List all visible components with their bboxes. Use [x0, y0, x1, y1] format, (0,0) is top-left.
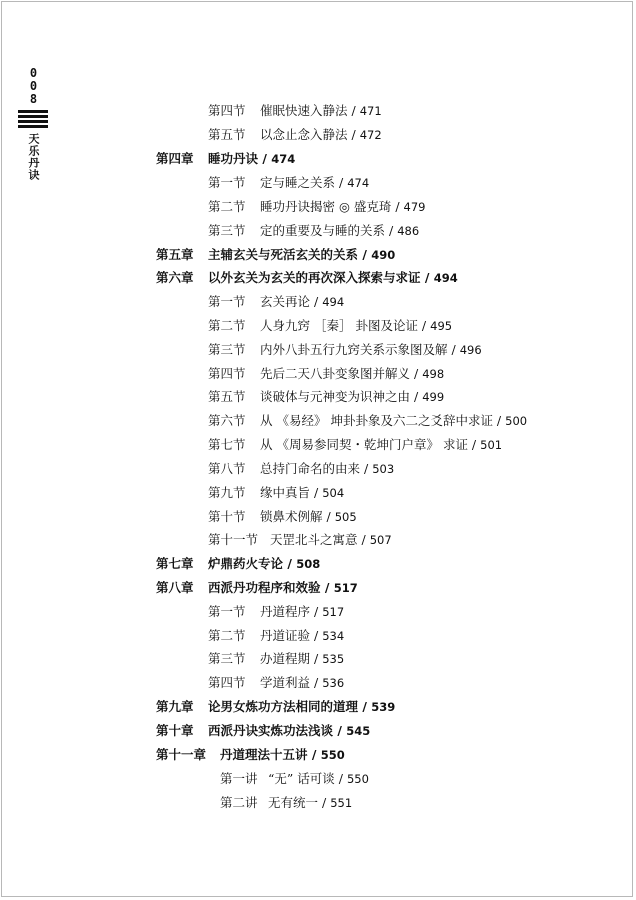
- page-number: 008: [26, 66, 41, 105]
- entry-title: 睡功丹诀揭密 ◎ 盛克琦: [260, 199, 392, 214]
- toc-section-row: 第一节 定与睡之关系 / 474: [208, 173, 369, 193]
- toc-chapter-row: 第九章 论男女炼功方法相同的道理 / 539: [156, 697, 395, 717]
- toc-section-row: 第一节 丹道程序 / 517: [208, 602, 344, 622]
- entry-page: 535: [322, 652, 345, 666]
- entry-page: 508: [296, 557, 321, 571]
- entry-label: 第十章: [156, 723, 194, 738]
- toc-section-row: 第三节 内外八卦五行九窍关系示象图及解 / 496: [208, 340, 482, 360]
- entry-label: 第一讲: [220, 771, 258, 786]
- entry-title: 总持门命名的由来: [260, 461, 361, 476]
- entry-page: 539: [371, 700, 396, 714]
- entry-title: 先后二天八卦变象图并解义: [260, 366, 411, 381]
- entry-title: 论男女炼功方法相同的道理: [208, 699, 359, 714]
- toc-chapter-row: 第五章 主辅玄关与死活玄关的关系 / 490: [156, 245, 395, 265]
- toc-lecture-row: 第一讲 “无” 话可谈 / 550: [220, 769, 369, 789]
- toc-section-row: 第十节 锁鼻术例解 / 505: [208, 507, 357, 527]
- entry-title: 定的重要及与睡的关系: [260, 223, 386, 238]
- entry-page: 505: [334, 510, 357, 524]
- toc-chapter-row: 第四章 睡功丹诀 / 474: [156, 149, 295, 169]
- entry-title: 以外玄关为玄关的再次深入探索与求证: [208, 270, 421, 285]
- entry-label: 第七章: [156, 556, 194, 571]
- entry-page: 486: [397, 224, 420, 238]
- entry-label: 第一节: [208, 604, 246, 619]
- toc-chapter-row: 第七章 炉鼎药火专论 / 508: [156, 554, 320, 574]
- entry-label: 第五节: [208, 389, 246, 404]
- entry-page: 472: [359, 128, 382, 142]
- entry-title: 丹道程序: [260, 604, 311, 619]
- entry-label: 第三节: [208, 223, 246, 238]
- entry-page: 517: [333, 581, 358, 595]
- entry-page: 545: [346, 724, 371, 738]
- toc-section-row: 第三节 定的重要及与睡的关系 / 486: [208, 221, 419, 241]
- entry-title: 西派丹诀实炼功法浅谈: [208, 723, 334, 738]
- entry-label: 第十一节: [208, 532, 259, 547]
- entry-page: 501: [480, 438, 503, 452]
- entry-title: 从 《周易参同契・乾坤门户章》 求证: [260, 437, 468, 452]
- entry-label: 第五章: [156, 247, 194, 262]
- entry-page: 490: [371, 248, 396, 262]
- toc-chapter-row: 第六章 以外玄关为玄关的再次深入探索与求证 / 494: [156, 268, 458, 288]
- entry-page: 551: [330, 796, 353, 810]
- entry-title: 缘中真旨: [260, 485, 311, 500]
- entry-title: 谈破体与元神变为识神之由: [260, 389, 411, 404]
- entry-title: 人身九窍 ［秦］ 卦图及论证: [260, 318, 418, 333]
- toc-lecture-row: 第二讲 无有统一 / 551: [220, 793, 352, 813]
- entry-label: 第一节: [208, 175, 246, 190]
- entry-title: 锁鼻术例解: [260, 509, 323, 524]
- toc-section-row: 第五节 以念止念入静法 / 472: [208, 125, 382, 145]
- entry-page: 504: [322, 486, 345, 500]
- entry-title: 丹道理法十五讲: [220, 747, 308, 762]
- entry-page: 517: [322, 605, 345, 619]
- entry-page: 500: [505, 414, 528, 428]
- entry-title: 催眠快速入静法: [260, 103, 348, 118]
- toc-section-row: 第四节 学道利益 / 536: [208, 673, 344, 693]
- toc-section-row: 第五节 谈破体与元神变为识神之由 / 499: [208, 387, 444, 407]
- entry-page: 496: [459, 343, 482, 357]
- entry-label: 第九节: [208, 485, 246, 500]
- entry-title: 主辅玄关与死活玄关的关系: [208, 247, 359, 262]
- entry-label: 第八节: [208, 461, 246, 476]
- entry-title: 内外八卦五行九窍关系示象图及解: [260, 342, 448, 357]
- toc-section-row: 第二节 人身九窍 ［秦］ 卦图及论证 / 495: [208, 316, 452, 336]
- entry-label: 第六章: [156, 270, 194, 285]
- entry-page: 536: [322, 676, 345, 690]
- entry-title: 办道程期: [260, 651, 311, 666]
- entry-page: 534: [322, 629, 345, 643]
- toc-section-row: 第十一节 天罡北斗之寓意 / 507: [208, 530, 392, 550]
- toc-section-row: 第六节 从 《易经》 坤卦卦象及六二之爻辞中求证 / 500: [208, 411, 527, 431]
- entry-title: “无” 话可谈: [268, 771, 335, 786]
- toc-chapter-row: 第十一章 丹道理法十五讲 / 550: [156, 745, 345, 765]
- entry-label: 第八章: [156, 580, 194, 595]
- entry-label: 第十一章: [156, 747, 207, 762]
- entry-label: 第十节: [208, 509, 246, 524]
- entry-title: 学道利益: [260, 675, 311, 690]
- running-book-title: 天乐丹诀: [27, 133, 40, 181]
- toc-section-row: 第三节 办道程期 / 535: [208, 649, 344, 669]
- entry-title: 天罡北斗之寓意: [270, 532, 358, 547]
- toc-section-row: 第七节 从 《周易参同契・乾坤门户章》 求证 / 501: [208, 435, 502, 455]
- entry-label: 第五节: [208, 127, 246, 142]
- toc-section-row: 第二节 丹道证验 / 534: [208, 626, 344, 646]
- entry-page: 507: [369, 533, 392, 547]
- toc-section-row: 第九节 缘中真旨 / 504: [208, 483, 344, 503]
- entry-title: 无有统一: [268, 795, 319, 810]
- entry-title: 西派丹功程序和效验: [208, 580, 321, 595]
- entry-label: 第四节: [208, 675, 246, 690]
- toc-section-row: 第四节 催眠快速入静法 / 471: [208, 101, 382, 121]
- toc-section-row: 第八节 总持门命名的由来 / 503: [208, 459, 394, 479]
- toc-section-row: 第二节 睡功丹诀揭密 ◎ 盛克琦 / 479: [208, 197, 425, 217]
- entry-page: 503: [372, 462, 395, 476]
- entry-title: 以念止念入静法: [260, 127, 348, 142]
- entry-title: 丹道证验: [260, 628, 311, 643]
- entry-title: 炉鼎药火专论: [208, 556, 284, 571]
- entry-label: 第二节: [208, 628, 246, 643]
- entry-page: 499: [422, 390, 445, 404]
- entry-page: 495: [430, 319, 453, 333]
- entry-label: 第三节: [208, 342, 246, 357]
- entry-title: 玄关再论: [260, 294, 311, 309]
- entry-label: 第九章: [156, 699, 194, 714]
- toc-section-row: 第一节 玄关再论 / 494: [208, 292, 344, 312]
- entry-page: 494: [322, 295, 345, 309]
- entry-label: 第四节: [208, 366, 246, 381]
- entry-page: 550: [346, 772, 369, 786]
- entry-title: 定与睡之关系: [260, 175, 336, 190]
- entry-page: 474: [347, 176, 370, 190]
- entry-page: 550: [320, 748, 345, 762]
- entry-label: 第二节: [208, 318, 246, 333]
- entry-label: 第四章: [156, 151, 194, 166]
- toc-chapter-row: 第十章 西派丹诀实炼功法浅谈 / 545: [156, 721, 370, 741]
- entry-label: 第六节: [208, 413, 246, 428]
- entry-page: 494: [433, 271, 458, 285]
- entry-title: 睡功丹诀: [208, 151, 259, 166]
- entry-title: 从 《易经》 坤卦卦象及六二之爻辞中求证: [260, 413, 493, 428]
- entry-label: 第二讲: [220, 795, 258, 810]
- entry-page: 479: [403, 200, 426, 214]
- entry-label: 第三节: [208, 651, 246, 666]
- entry-label: 第四节: [208, 103, 246, 118]
- entry-label: 第一节: [208, 294, 246, 309]
- toc-section-row: 第四节 先后二天八卦变象图并解义 / 498: [208, 364, 444, 384]
- entry-page: 498: [422, 367, 445, 381]
- entry-label: 第二节: [208, 199, 246, 214]
- entry-page: 471: [359, 104, 382, 118]
- entry-label: 第七节: [208, 437, 246, 452]
- entry-page: 474: [271, 152, 296, 166]
- toc-chapter-row: 第八章 西派丹功程序和效验 / 517: [156, 578, 358, 598]
